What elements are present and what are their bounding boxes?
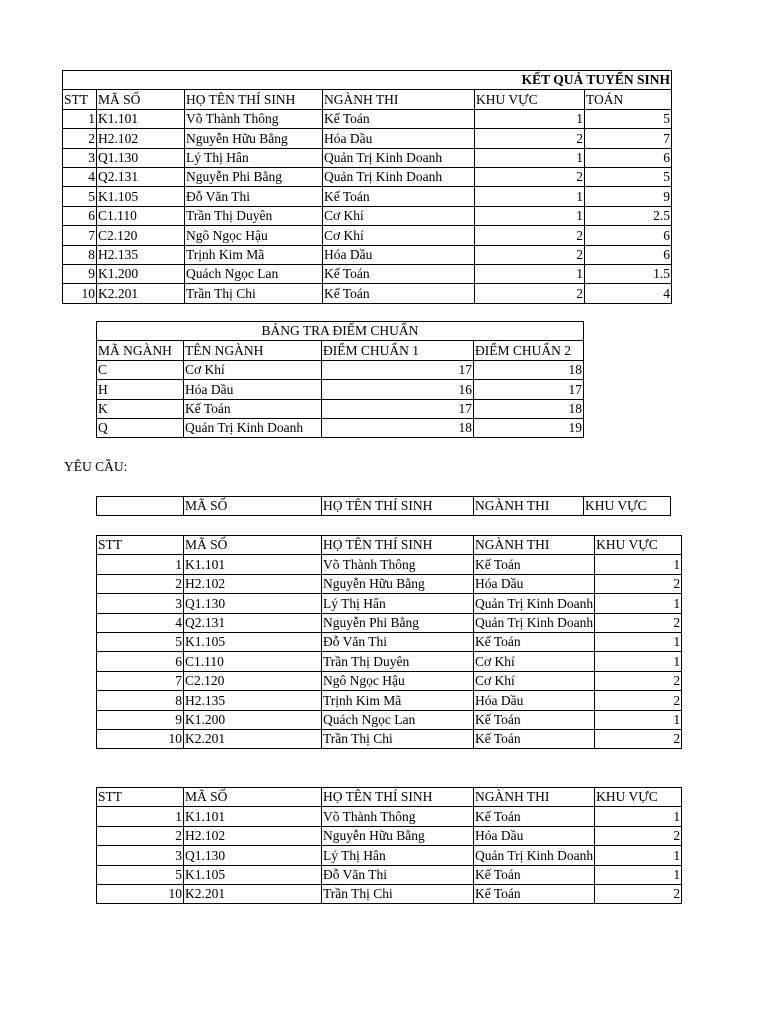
table-cell: C1.110 <box>97 206 185 225</box>
table-row <box>97 884 682 903</box>
table-cell: 2 <box>595 729 682 748</box>
column-header: STT <box>97 536 184 555</box>
column-header: KHU VỰC <box>584 497 671 516</box>
extract-filtered-table <box>96 787 682 904</box>
table-cell: Kế Toán <box>474 865 595 884</box>
table-row <box>97 807 682 826</box>
table-cell: Kế Toán <box>474 884 595 903</box>
column-header: KHU VỰC <box>595 536 682 555</box>
table-cell: Hóa Dầu <box>184 380 322 399</box>
table-cell: Lý Thị Hân <box>185 148 323 167</box>
table-cell: 1 <box>595 652 682 671</box>
extract-header-row <box>97 788 682 807</box>
table-cell: 4 <box>97 613 184 632</box>
table-cell: Cơ Khí <box>474 652 595 671</box>
table-cell: 9 <box>97 710 184 729</box>
column-header: STT <box>63 90 97 109</box>
table-row <box>63 226 672 245</box>
table-row <box>97 691 682 710</box>
lookup-title-row <box>97 322 584 341</box>
table-cell: Trịnh Kim Mã <box>322 691 474 710</box>
lookup-title: BẢNG TRA ĐIỂM CHUẨN <box>97 322 584 341</box>
table-cell: 5 <box>585 167 672 186</box>
table-cell: 6 <box>585 226 672 245</box>
table-cell: Lý Thị Hân <box>322 846 474 865</box>
table-cell: Q2.131 <box>184 613 322 632</box>
lookup-header-row <box>97 341 584 360</box>
table-cell: 1 <box>595 594 682 613</box>
table-cell: Cơ Khí <box>184 360 322 379</box>
table-cell: Q1.130 <box>184 846 322 865</box>
table-cell: Kế Toán <box>474 555 595 574</box>
table-cell: Cơ Khí <box>474 671 595 690</box>
table-cell: 4 <box>63 167 97 186</box>
table-row <box>97 574 682 593</box>
table-cell: 6 <box>63 206 97 225</box>
column-header: MÃ SỐ <box>97 90 185 109</box>
table-cell: K1.200 <box>97 264 185 283</box>
table-cell: 1 <box>475 187 585 206</box>
table-cell: C <box>97 360 184 379</box>
table-cell: 2 <box>595 691 682 710</box>
requirement-label: YÊU CẦU: <box>64 459 128 474</box>
column-header: MÃ SỐ <box>184 788 322 807</box>
table-cell: Kế Toán <box>474 807 595 826</box>
table-cell: Hóa Dầu <box>474 826 595 845</box>
table-cell: Trần Thị Chi <box>322 729 474 748</box>
table-cell: 17 <box>322 360 474 379</box>
table-cell: K1.101 <box>184 555 322 574</box>
table-cell: K1.101 <box>97 109 185 128</box>
table-cell: Kế Toán <box>323 109 475 128</box>
table-cell: Võ Thành Thông <box>322 807 474 826</box>
table-cell: K2.201 <box>184 884 322 903</box>
table-row <box>97 826 682 845</box>
column-header: TÊN NGÀNH <box>184 341 322 360</box>
table-cell: Kế Toán <box>184 399 322 418</box>
table-cell: 10 <box>97 729 184 748</box>
table-row <box>97 399 584 418</box>
table-cell: 1 <box>595 555 682 574</box>
table-cell: 1.5 <box>585 264 672 283</box>
table-cell: 2 <box>97 826 184 845</box>
table-cell: K1.101 <box>184 807 322 826</box>
table-row <box>97 710 682 729</box>
table-cell: 6 <box>585 245 672 264</box>
extract-full-table <box>96 535 682 749</box>
column-header: NGÀNH THI <box>474 497 584 516</box>
table-cell: Nguyễn Phi Bằng <box>185 167 323 186</box>
table-cell: Võ Thành Thông <box>185 109 323 128</box>
table-cell: Nguyễn Hữu Bằng <box>322 826 474 845</box>
table-row <box>63 245 672 264</box>
table-cell: Hóa Dầu <box>323 129 475 148</box>
table-cell: K1.105 <box>97 187 185 206</box>
column-header: HỌ TÊN THÍ SINH <box>185 90 323 109</box>
column-header: NGÀNH THI <box>323 90 475 109</box>
table-cell: Trịnh Kim Mã <box>185 245 323 264</box>
table-cell: Quách Ngọc Lan <box>185 264 323 283</box>
table-cell: 2.5 <box>585 206 672 225</box>
table-row <box>97 632 682 651</box>
table-row <box>63 167 672 186</box>
table-cell: K1.200 <box>184 710 322 729</box>
table-cell: 18 <box>322 418 474 437</box>
table-cell: 18 <box>474 360 584 379</box>
table-cell: Quách Ngọc Lan <box>322 710 474 729</box>
table-row <box>97 555 682 574</box>
table-cell: 7 <box>63 226 97 245</box>
table-cell: Quản Trị Kinh Doanh <box>184 418 322 437</box>
table-cell: H2.102 <box>97 129 185 148</box>
table-cell: K1.105 <box>184 632 322 651</box>
table-cell: 6 <box>97 652 184 671</box>
table-row <box>97 613 682 632</box>
table-cell: 19 <box>474 418 584 437</box>
results-title: KẾT QUẢ TUYỂN SINH <box>63 71 672 90</box>
table-cell: 2 <box>475 167 585 186</box>
table-cell: 5 <box>97 865 184 884</box>
table-cell: H2.135 <box>97 245 185 264</box>
column-header: ĐIỂM CHUẨN 2 <box>474 341 584 360</box>
table-cell: 7 <box>585 129 672 148</box>
results-header-row <box>63 90 672 109</box>
table-cell: Kế Toán <box>474 729 595 748</box>
table-cell: Quản Trị Kinh Doanh <box>474 594 595 613</box>
table-cell: Kế Toán <box>323 187 475 206</box>
table-cell: 5 <box>63 187 97 206</box>
table-row <box>63 206 672 225</box>
column-header: HỌ TÊN THÍ SINH <box>322 536 474 555</box>
table-cell: Q1.130 <box>184 594 322 613</box>
table-cell: K <box>97 399 184 418</box>
table-cell: 2 <box>595 826 682 845</box>
table-cell: 17 <box>474 380 584 399</box>
table-cell: C2.120 <box>97 226 185 245</box>
table-cell: 1 <box>475 264 585 283</box>
table-row <box>63 264 672 283</box>
table-row <box>97 418 584 437</box>
table-cell: 2 <box>595 574 682 593</box>
table-row <box>63 129 672 148</box>
table-cell: 1 <box>97 807 184 826</box>
table-cell: Trần Thị Chi <box>322 884 474 903</box>
table-cell: K2.201 <box>97 284 185 303</box>
table-cell: Lý Thị Hân <box>322 594 474 613</box>
table-cell: Ngô Ngọc Hậu <box>185 226 323 245</box>
criteria-header-row <box>97 497 671 516</box>
table-cell: Võ Thành Thông <box>322 555 474 574</box>
table-cell: Đỗ Văn Thi <box>322 865 474 884</box>
lookup-table <box>96 321 584 438</box>
column-header: NGÀNH THI <box>474 788 595 807</box>
table-cell: Kế Toán <box>474 710 595 729</box>
table-cell: Nguyễn Phi Bằng <box>322 613 474 632</box>
table-cell: Kế Toán <box>323 264 475 283</box>
table-cell: 2 <box>475 284 585 303</box>
table-cell: Hóa Dầu <box>474 691 595 710</box>
table-cell: 9 <box>63 264 97 283</box>
table-cell: H2.102 <box>184 826 322 845</box>
table-cell: 1 <box>595 632 682 651</box>
results-table <box>62 70 672 304</box>
table-cell: Nguyễn Hữu Bằng <box>322 574 474 593</box>
table-cell: 2 <box>475 226 585 245</box>
table-cell: 1 <box>97 555 184 574</box>
table-cell: Đỗ Văn Thi <box>185 187 323 206</box>
table-cell: Quản Trị Kinh Doanh <box>323 148 475 167</box>
column-header: HỌ TÊN THÍ SINH <box>322 788 474 807</box>
table-cell: 1 <box>595 846 682 865</box>
table-cell: Kế Toán <box>474 632 595 651</box>
column-header: MÃ NGÀNH <box>97 341 184 360</box>
table-row <box>97 380 584 399</box>
table-cell: 10 <box>97 884 184 903</box>
table-cell: C2.120 <box>184 671 322 690</box>
table-cell: Ngô Ngọc Hậu <box>322 671 474 690</box>
table-cell: 9 <box>585 187 672 206</box>
table-row <box>97 729 682 748</box>
table-cell: H2.135 <box>184 691 322 710</box>
table-cell: Quản Trị Kinh Doanh <box>474 613 595 632</box>
table-row <box>97 594 682 613</box>
table-cell: Đỗ Văn Thi <box>322 632 474 651</box>
table-cell: 6 <box>585 148 672 167</box>
table-cell: Nguyễn Hữu Bằng <box>185 129 323 148</box>
table-cell: Quản Trị Kinh Doanh <box>474 846 595 865</box>
table-cell: 2 <box>595 884 682 903</box>
table-cell: Quản Trị Kinh Doanh <box>323 167 475 186</box>
column-header: NGÀNH THI <box>474 536 595 555</box>
results-title-row <box>63 71 672 90</box>
table-row <box>63 284 672 303</box>
extract-header-row <box>97 536 682 555</box>
table-cell: 7 <box>97 671 184 690</box>
criteria-table <box>96 496 671 516</box>
table-cell: K1.105 <box>184 865 322 884</box>
column-header: KHU VỰC <box>475 90 585 109</box>
table-cell: 16 <box>322 380 474 399</box>
table-cell: 1 <box>475 109 585 128</box>
table-cell: 1 <box>595 865 682 884</box>
table-row <box>97 671 682 690</box>
table-cell: 1 <box>63 109 97 128</box>
table-cell: 2 <box>595 613 682 632</box>
table-cell: C1.110 <box>184 652 322 671</box>
table-row <box>97 846 682 865</box>
column-header: HỌ TÊN THÍ SINH <box>322 497 474 516</box>
table-cell: 18 <box>474 399 584 418</box>
table-cell: 1 <box>595 710 682 729</box>
table-cell: 17 <box>322 399 474 418</box>
table-row <box>63 109 672 128</box>
table-cell: 1 <box>475 206 585 225</box>
table-cell: 5 <box>585 109 672 128</box>
table-cell: 3 <box>63 148 97 167</box>
table-row <box>63 187 672 206</box>
column-header: TOÁN <box>585 90 672 109</box>
table-cell: 3 <box>97 846 184 865</box>
table-cell: Trần Thị Chi <box>185 284 323 303</box>
table-cell: 1 <box>475 148 585 167</box>
column-header: MÃ SỐ <box>184 497 322 516</box>
table-cell: 4 <box>585 284 672 303</box>
table-cell: 2 <box>475 129 585 148</box>
table-cell: Hóa Dầu <box>323 245 475 264</box>
table-cell: Cơ Khí <box>323 206 475 225</box>
table-cell: Q2.131 <box>97 167 185 186</box>
table-cell: Trần Thị Duyên <box>322 652 474 671</box>
column-header: STT <box>97 788 184 807</box>
table-cell: Trần Thị Duyên <box>185 206 323 225</box>
table-cell: H <box>97 380 184 399</box>
table-cell: Q <box>97 418 184 437</box>
table-cell: 2 <box>595 671 682 690</box>
table-cell: 10 <box>63 284 97 303</box>
table-cell: Hóa Dầu <box>474 574 595 593</box>
table-cell: 2 <box>97 574 184 593</box>
table-cell: 8 <box>63 245 97 264</box>
table-cell: 2 <box>63 129 97 148</box>
table-row <box>97 865 682 884</box>
table-row <box>97 360 584 379</box>
column-header: MÃ SỐ <box>184 536 322 555</box>
table-cell: 1 <box>595 807 682 826</box>
table-cell: 2 <box>475 245 585 264</box>
table-cell: 8 <box>97 691 184 710</box>
table-cell: Kế Toán <box>323 284 475 303</box>
table-cell: H2.102 <box>184 574 322 593</box>
empty-cell <box>97 497 184 516</box>
table-cell: Cơ Khí <box>323 226 475 245</box>
table-row <box>63 148 672 167</box>
table-row <box>97 652 682 671</box>
column-header: KHU VỰC <box>595 788 682 807</box>
table-cell: 3 <box>97 594 184 613</box>
table-cell: K2.201 <box>184 729 322 748</box>
table-cell: Q1.130 <box>97 148 185 167</box>
column-header: ĐIỂM CHUẨN 1 <box>322 341 474 360</box>
table-cell: 5 <box>97 632 184 651</box>
